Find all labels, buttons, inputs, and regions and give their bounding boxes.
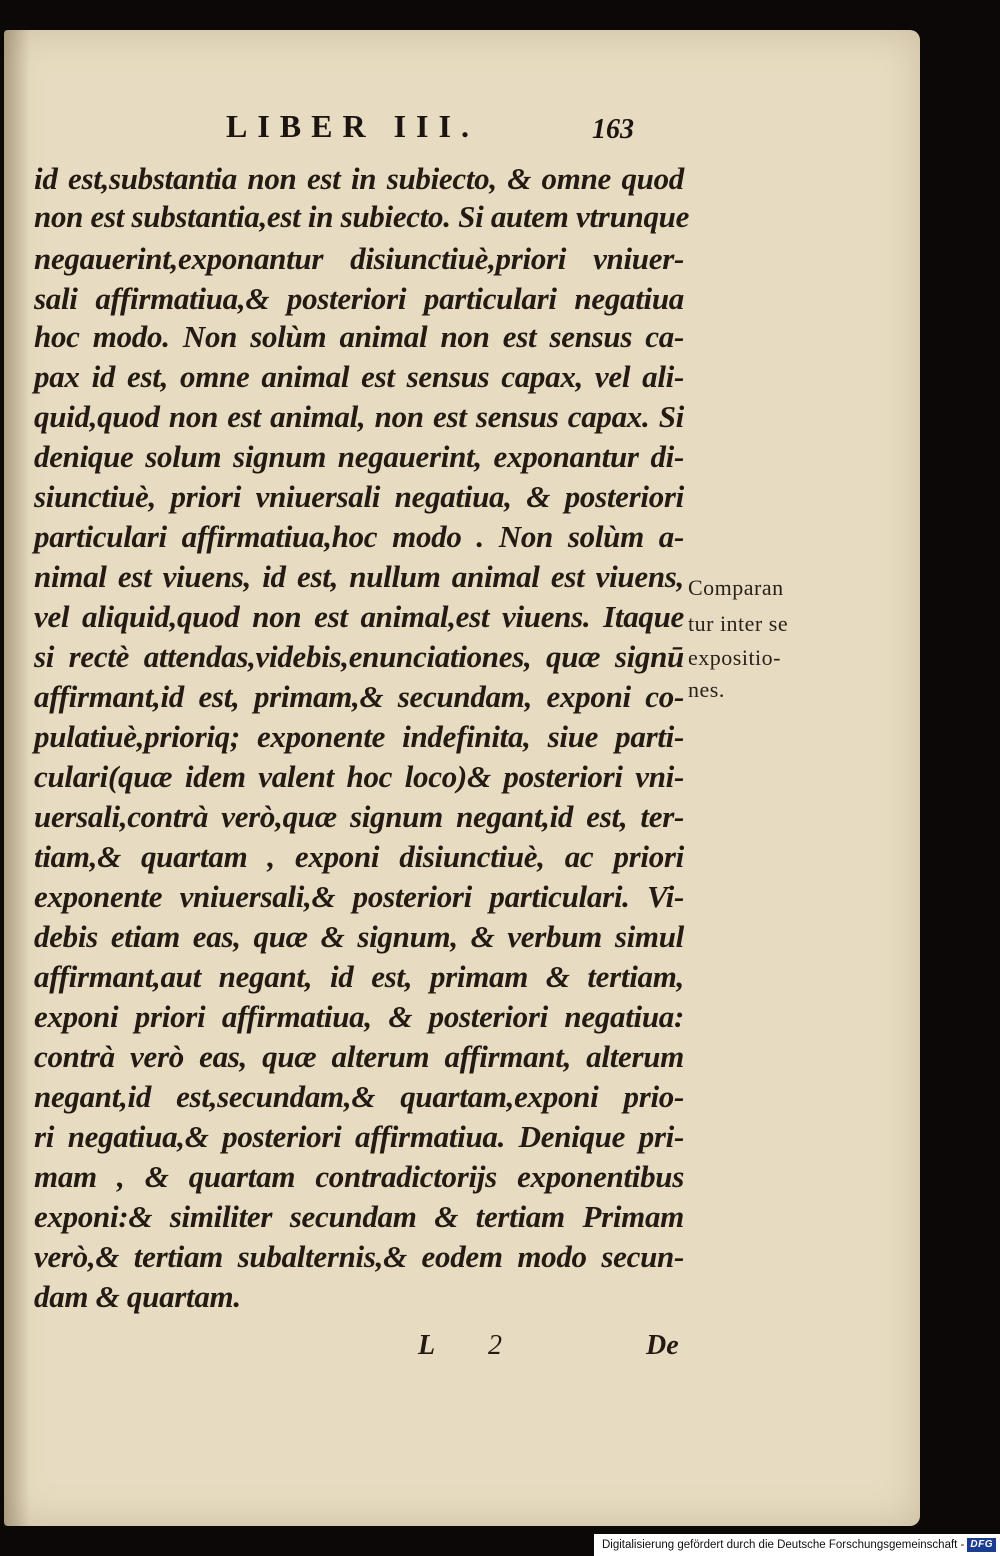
margin-note-line: nes. (688, 677, 725, 702)
text-line: quid,quod non est animal, non est sensus capax. Si (34, 399, 684, 434)
text-line: affirmant,aut negant, id est, primam & tertiam, (34, 959, 684, 994)
page-footer (0, 1330, 1000, 1370)
text-line: contrà verò eas, quæ alterum affirmant, alterum (34, 1039, 684, 1074)
text-line: exponi priori affirmatiua, & posteriori negatiua: (34, 999, 684, 1034)
page-header (0, 108, 1000, 148)
dfg-logo-icon: DFG (967, 1538, 996, 1552)
text-line: nimal est viuens, id est, nullum animal est viuens, (34, 559, 684, 594)
text-line: pulatiuè,prioriq; exponente indefinita, siue parti- (34, 719, 684, 754)
margin-note-line: tur inter se (688, 611, 789, 636)
credit-text: Digitalisierung gefördert durch die Deutsche Forschungsgemeinschaft - (601, 1539, 965, 1551)
signature-mark: L (418, 1330, 436, 1361)
text-line: mam , & quartam contradictorijs exponentibus (34, 1159, 684, 1194)
catchword: De (646, 1330, 679, 1361)
text-line: denique solum signum negauerint, exponantur di- (34, 439, 684, 474)
text-line: particulari affirmatiua,hoc modo . Non solùm a- (34, 519, 684, 554)
text-line: ri negatiua,& posteriori affirmatiua. Denique pri- (34, 1119, 684, 1154)
running-head: LIBER III. (226, 108, 479, 144)
text-line: hoc modo. Non solùm animal non est sensus ca- (34, 319, 684, 354)
text-line: negant,id est,secundam,& quartam,exponi prio- (34, 1079, 684, 1114)
text-line: affirmant,id est, primam,& secundam, exponi co- (34, 679, 684, 714)
margin-note-line: expositio- (688, 645, 781, 670)
text-line: dam & quartam. (34, 1279, 241, 1314)
text-line: pax id est, omne animal est sensus capax, vel ali- (34, 359, 684, 394)
page-number: 163 (592, 114, 634, 145)
text-line: si rectè attendas,videbis,enunciationes, quæ signū (34, 639, 684, 674)
text-line: culari(quæ idem valent hoc loco)& posteriori vni- (34, 759, 684, 794)
signature-number: 2 (488, 1330, 502, 1361)
text-line: sali affirmatiua,& posteriori particulari negatiua (34, 281, 684, 316)
text-line: debis etiam eas, quæ & signum, & verbum simul (34, 919, 684, 954)
text-line: non est substantia,est in subiecto. Si autem vtrunque (34, 199, 690, 234)
text-line: id est,substantia non est in subiecto, & omne quod (34, 161, 684, 196)
text-line: exponi:& similiter secundam & tertiam Primam (34, 1199, 684, 1234)
margin-note-line: Comparan (688, 575, 784, 600)
text-line: siunctiuè, priori vniuersali negatiua, & posteriori (34, 479, 684, 514)
digitization-credit (594, 1534, 1000, 1556)
text-line: uersali,contrà verò,quæ signum negant,id est, ter- (34, 799, 684, 834)
text-line: verò,& tertiam subalternis,& eodem modo secun- (34, 1239, 684, 1274)
text-line: tiam,& quartam , exponi disiunctiuè, ac priori (34, 839, 684, 874)
text-line: negauerint,exponantur disiunctiuè,priori vniuer- (34, 241, 684, 276)
text-line: vel aliquid,quod non est animal,est viuens. Itaque (34, 599, 684, 634)
text-line: exponente vniuersali,& posteriori particulari. Vi- (34, 879, 684, 914)
